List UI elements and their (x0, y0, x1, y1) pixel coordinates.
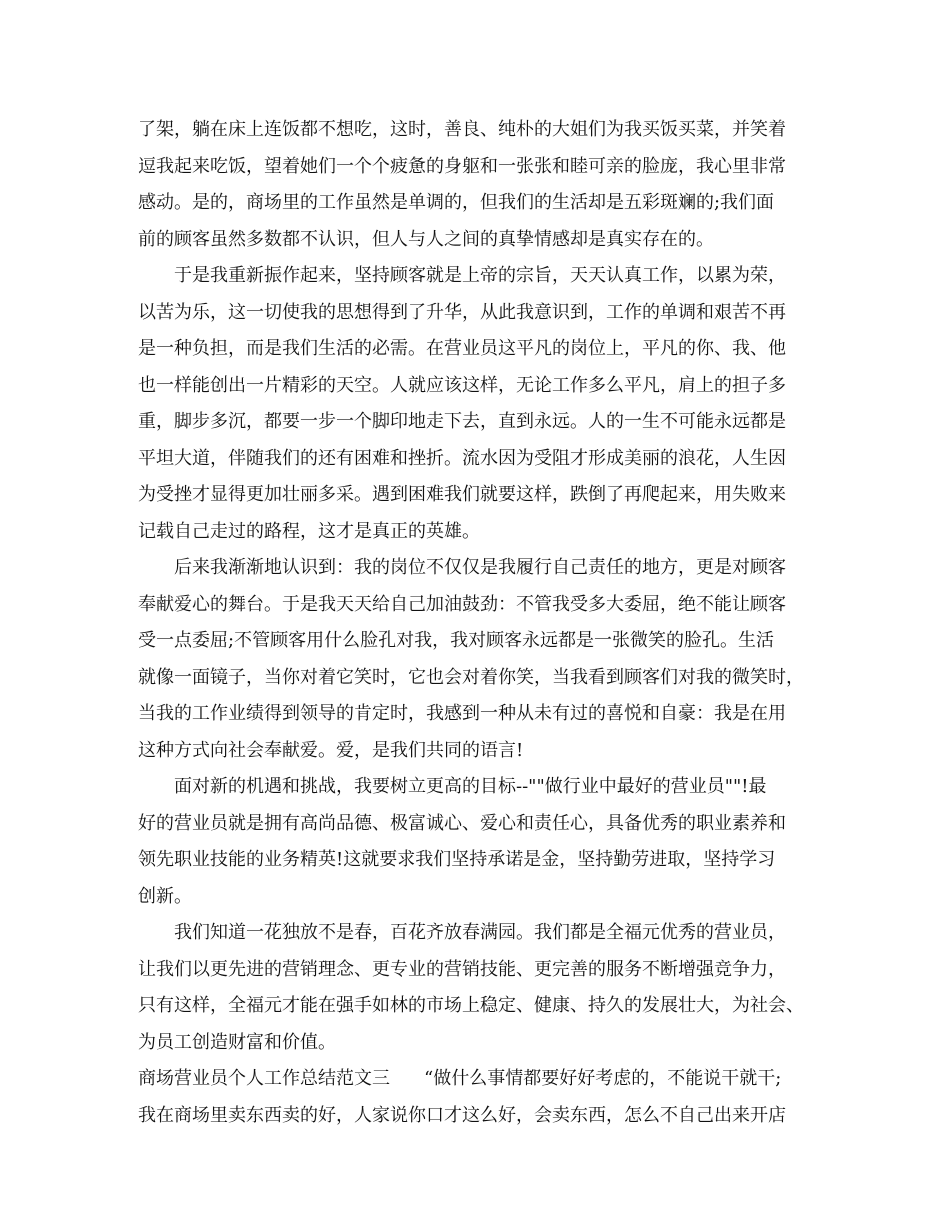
paragraph-2 (138, 258, 818, 550)
text-line: 后来我渐渐地认识到：我的岗位不仅仅是我履行自己责任的地方，更是对顾客 (174, 557, 786, 578)
text-line: 于是我重新振作起来，坚持顾客就是上帝的宗旨，天天认真工作，以累为荣， (174, 265, 786, 286)
text-line: 当我的工作业绩得到领导的肯定时，我感到一种从未有过的喜悦和自豪：我是在用 (138, 703, 786, 724)
text-line: 好的营业员就是拥有高尚品德、极富诚心、爱心和责任心，具备优秀的职业素养和 (138, 812, 786, 834)
text-line: 就像一面镜子，当你对着它笑时，它也会对着你笑，当我看到顾客们对我的微笑时， (138, 666, 804, 688)
text-line: 受一点委屈;不管顾客用什么脸孔对我，我对顾客永远都是一张微笑的脸孔。生活 (138, 630, 775, 651)
text-line: 我在商场里卖东西卖的好，人家说你口才这么好，会卖东西，怎么不自己出来开店 (138, 1104, 786, 1126)
document-body (138, 112, 818, 1134)
text-line: 逗我起来吃饭，望着她们一个个疲惫的身躯和一张张和睦可亲的脸庞，我心里非常 (138, 155, 786, 177)
text-line: 这种方式向社会奉献爱。爱，是我们共同的语言! (138, 739, 524, 761)
section-heading: 商场营业员个人工作总结范文三 (138, 1068, 390, 1089)
text-line: 平坦大道，伴随我们的还有困难和挫折。流水因为受阻才形成美丽的浪花，人生因 (138, 447, 786, 469)
text-line: 面对新的机遇和挑战，我要树立更高的目标--""做行业中最好的营业员""!最 (174, 776, 767, 797)
text-line: 奉献爱心的舞台。于是我天天给自己加油鼓劲：不管我受多大委屈，绝不能让顾客 (138, 593, 786, 615)
text-line: 为员工创造财富和价值。 (138, 1031, 336, 1053)
text-line: 重，脚步多沉，都要一步一个脚印地走下去，直到永远。人的一生不可能永远都是 (138, 411, 786, 432)
text-line: 只有这样，全福元才能在强手如林的市场上稳定、健康、持久的发展壮大，为社会、 (138, 995, 804, 1016)
trailing-paragraph (138, 1098, 818, 1135)
text-line: 让我们以更先进的营销理念、更专业的营销技能、更完善的服务不断增强竞争力， (138, 958, 786, 980)
section-quote-start: “做什么事情都要好好考虑的，不能说干就干; (424, 1068, 782, 1089)
text-line: 创新。 (138, 885, 192, 907)
paragraph-5 (138, 915, 818, 1061)
paragraph-1 (138, 112, 818, 258)
text-line: 以苦为乐，这一切使我的思想得到了升华，从此我意识到，工作的单调和艰苦不再 (138, 301, 786, 323)
text-line: 领先职业技能的业务精英!这就要求我们坚持承诺是金，坚持勤劳进取，坚持学习 (138, 849, 776, 870)
text-line: 前的顾客虽然多数都不认识，但人与人之间的真挚情感却是真实存在的。 (138, 228, 714, 250)
text-line: 感动。是的，商场里的工作虽然是单调的，但我们的生活却是五彩斑斓的;我们面 (138, 192, 775, 213)
text-line: 是一种负担，而是我们生活的必需。在营业员这平凡的岗位上，平凡的你、我、他 (138, 338, 786, 359)
text-line: 了架，躺在床上连饭都不想吃，这时，善良、纯朴的大姐们为我买饭买菜，并笑着 (138, 119, 786, 140)
text-line: 为受挫才显得更加壮丽多采。遇到困难我们就要这样，跌倒了再爬起来，用失败来 (138, 484, 786, 505)
text-line: 记载自己走过的路程，这才是真正的英雄。 (138, 520, 480, 542)
paragraph-4 (138, 769, 818, 915)
paragraph-3 (138, 550, 818, 769)
text-line: 也一样能创出一片精彩的天空。人就应该这样，无论工作多么平凡，肩上的担子多 (138, 374, 786, 396)
section-heading-line (138, 1061, 818, 1098)
text-line: 我们知道一花独放不是春，百花齐放春满园。我们都是全福元优秀的营业员， (174, 922, 786, 943)
